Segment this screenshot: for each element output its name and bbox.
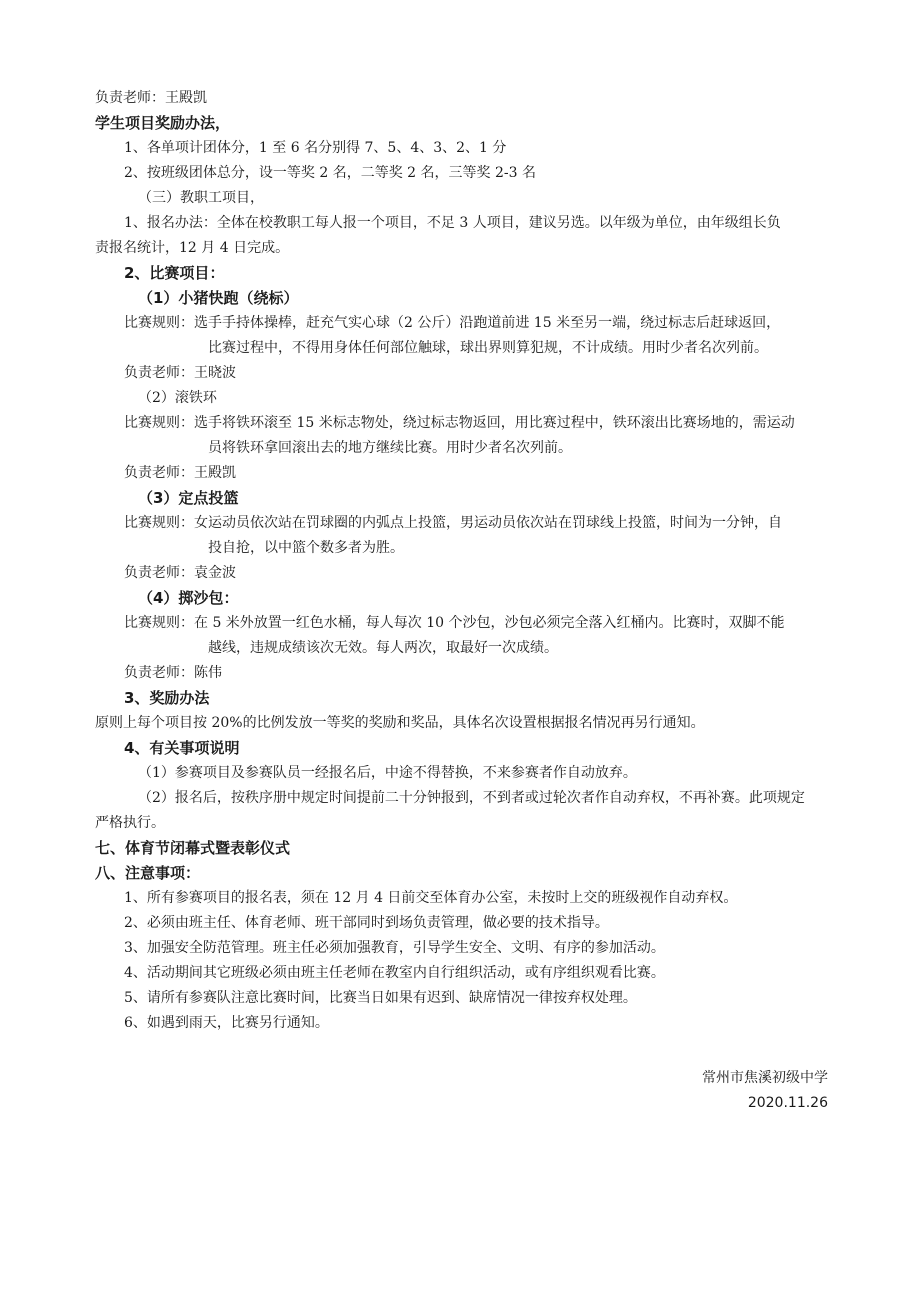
section-heading: 学生项目奖励办法，: [95, 114, 231, 132]
paragraph-line: 6、如遇到雨天，比赛另行通知。: [124, 1015, 329, 1031]
paragraph-line: 严格执行。: [95, 815, 165, 831]
event-title: （3）定点投篮: [138, 489, 239, 507]
event-title: （4）掷沙包：: [138, 589, 239, 607]
paragraph-line: （2）报名后，按秩序册中规定时间提前二十分钟报到，不到者或过轮次者作自动弃权，不再补赛。此项规定: [138, 790, 805, 806]
rule-line: 投自抢，以中篮个数多者为胜。: [208, 540, 404, 556]
rule-line: 比赛规则：在 5 米外放置一红色水桶，每人每次 10 个沙包，沙包必须完全落入红桶内。比赛时，双脚不能: [124, 615, 785, 631]
paragraph-line: 2、必须由班主任、体育老师、班干部同时到场负责管理，做必要的技术指导。: [124, 915, 609, 931]
paragraph-line: 2、按班级团体总分，设一等奖 2 名，二等奖 2 名，三等奖 2-3 名: [124, 165, 536, 181]
paragraph-line: 3、加强安全防范管理。班主任必须加强教育，引导学生安全、文明、有序的参加活动。: [124, 940, 665, 956]
section-heading: （三）教职工项目，: [138, 190, 264, 206]
section-heading: 4、有关事项说明: [124, 739, 240, 757]
rule-line: 员将铁环拿回滚出去的地方继续比赛。用时少者名次列前。: [208, 440, 572, 456]
school-signature: 常州市焦溪初级中学: [702, 1070, 828, 1086]
teacher-line: 负责老师：袁金波: [124, 565, 236, 581]
paragraph-line: 5、请所有参赛队注意比赛时间，比赛当日如果有迟到、缺席情况一律按弃权处理。: [124, 990, 637, 1006]
paragraph-line: 4、活动期间其它班级必须由班主任老师在教室内自行组织活动，或有序组织观看比赛。: [124, 965, 665, 981]
teacher-line: 负责老师：陈伟: [124, 665, 222, 681]
paragraph-line: 1、各单项计团体分，1 至 6 名分别得 7、5、4、3、2、1 分: [124, 140, 507, 156]
section-heading: 3、奖励办法: [124, 689, 210, 707]
rule-line: 越线，违规成绩该次无效。每人两次，取最好一次成绩。: [208, 640, 558, 656]
paragraph-line: （1）参赛项目及参赛队员一经报名后，中途不得替换，不来参赛者作自动放弃。: [138, 765, 637, 781]
teacher-line: 负责老师：王殿凯: [124, 465, 236, 481]
paragraph-line: 1、所有参赛项目的报名表，须在 12 月 4 日前交至体育办公室，未按时上交的班级视作自动弃权。: [124, 890, 738, 906]
event-title: （2）滚铁环: [138, 390, 217, 406]
paragraph-line: 责报名统计，12 月 4 日完成。: [95, 240, 290, 256]
section-heading: 七、体育节闭幕式暨表彰仪式: [95, 839, 291, 857]
document-date: 2020.11.26: [747, 1095, 828, 1111]
paragraph-line: 原则上每个项目按 20%的比例发放一等奖的奖励和奖品，具体名次设置根据报名情况再另行通知。: [95, 715, 705, 731]
rule-line: 比赛规则：选手手持体操棒，赶充气实心球（2 公斤）沿跑道前进 15 米至另一端，绕过标志后赶球返回，: [124, 315, 781, 331]
rule-line: 比赛规则：女运动员依次站在罚球圈的内弧点上投篮，男运动员依次站在罚球线上投篮，时间为一分钟，自: [124, 515, 782, 531]
rule-line: 比赛规则：选手将铁环滚至 15 米标志物处，绕过标志物返回，用比赛过程中，铁环滚出比赛场地的，需运动: [124, 415, 795, 431]
teacher-line: 负责老师：王晓波: [124, 365, 236, 381]
teacher-line: 负责老师：王殿凯: [95, 90, 207, 106]
section-heading: 2、比赛项目：: [124, 264, 225, 282]
rule-line: 比赛过程中，不得用身体任何部位触球，球出界则算犯规，不计成绩。用时少者名次列前。: [208, 340, 768, 356]
section-heading: 八、注意事项：: [95, 864, 201, 882]
event-title: （1）小猪快跑（绕标）: [138, 289, 299, 307]
paragraph-line: 1、报名办法：全体在校教职工每人报一个项目，不足 3 人项目，建议另选。以年级为单位，由年级组长负: [124, 215, 781, 231]
